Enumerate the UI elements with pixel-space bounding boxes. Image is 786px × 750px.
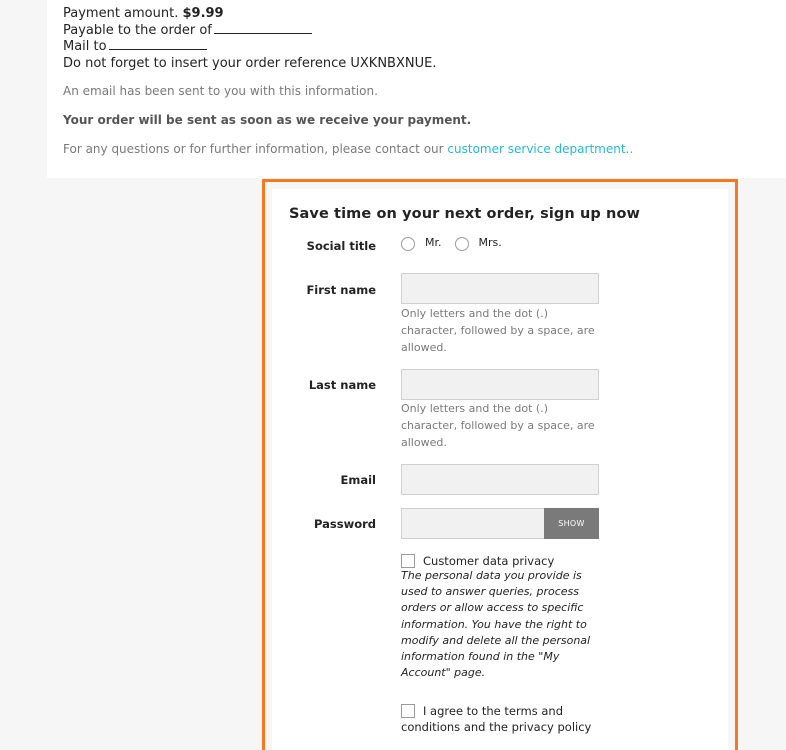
payable-to-blank bbox=[214, 23, 312, 34]
radio-mrs-label[interactable]: Mrs. bbox=[478, 236, 502, 249]
privacy-checkbox-label[interactable]: Customer data privacy bbox=[423, 553, 555, 568]
email-sent-text: An email has been sent to you with this information. bbox=[63, 84, 378, 98]
customer-service-link[interactable]: customer service department.. bbox=[447, 142, 634, 156]
radio-mrs[interactable] bbox=[455, 237, 469, 251]
terms-checkbox-row bbox=[401, 702, 601, 735]
payment-instructions bbox=[63, 6, 436, 72]
password-label: Password bbox=[314, 517, 376, 531]
order-confirmation-block bbox=[47, 0, 786, 178]
order-reference-line: Do not forget to insert your order reference UXKNBXNUE. bbox=[63, 55, 437, 71]
signup-title: Save time on your next order, sign up now bbox=[289, 206, 640, 222]
first-name-input[interactable] bbox=[401, 273, 599, 304]
first-name-label: First name bbox=[306, 283, 376, 297]
mail-to-blank bbox=[109, 39, 207, 50]
first-name-help: Only letters and the dot (.) character, followed by a space, are allowed. bbox=[401, 307, 595, 354]
social-title-radio-group bbox=[401, 237, 515, 251]
email-input[interactable] bbox=[401, 464, 599, 495]
email-label: Email bbox=[340, 473, 376, 487]
show-password-button[interactable]: SHOW bbox=[544, 508, 599, 539]
payable-to-line: Payable to the order of bbox=[63, 23, 436, 40]
password-field bbox=[401, 508, 599, 539]
payment-amount-value: $9.99 bbox=[182, 6, 224, 21]
terms-checkbox-label[interactable]: I agree to the terms and conditions and the privacy policy bbox=[401, 703, 592, 734]
radio-mr[interactable] bbox=[401, 237, 415, 251]
last-name-help: Only letters and the dot (.) character, followed by a space, are allowed. bbox=[401, 402, 595, 449]
terms-checkbox[interactable] bbox=[401, 704, 415, 718]
radio-mr-label[interactable]: Mr. bbox=[425, 236, 442, 249]
last-name-label: Last name bbox=[308, 378, 376, 392]
social-title-label: Social title bbox=[306, 239, 376, 253]
payment-amount-line: Payment amount. $9.99 bbox=[63, 6, 224, 21]
contact-text: For any questions or for further information, please contact our customer service department.. bbox=[63, 142, 634, 156]
signup-form bbox=[272, 189, 728, 750]
form-labels bbox=[272, 189, 376, 750]
last-name-input[interactable] bbox=[401, 369, 599, 400]
order-sent-text: Your order will be sent as soon as we receive your payment. bbox=[63, 113, 472, 127]
privacy-checkbox[interactable] bbox=[401, 554, 415, 568]
privacy-description: The personal data you provide is used to answer queries, process orders or allow access to specific information. You have the right to modify and delete all the personal information found in the "My Account" page. bbox=[401, 569, 591, 680]
password-input[interactable] bbox=[401, 508, 544, 539]
privacy-checkbox-row bbox=[401, 552, 601, 569]
mail-to-line: Mail to bbox=[63, 39, 436, 56]
signup-section-highlight bbox=[262, 179, 738, 750]
